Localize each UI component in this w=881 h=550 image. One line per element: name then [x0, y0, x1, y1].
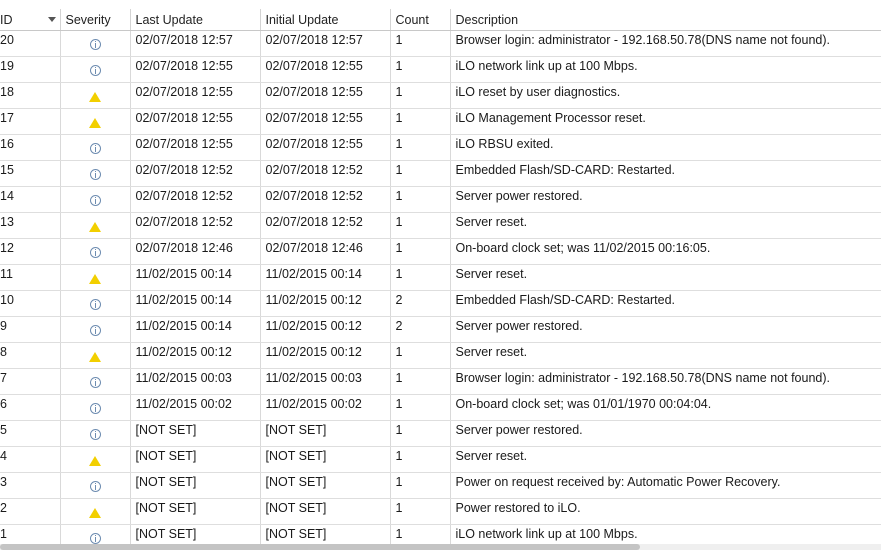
table-row[interactable]	[0, 317, 881, 343]
cell-initial-update: 02/07/2018 12:55	[260, 109, 390, 135]
cell-initial-update: [NOT SET]	[260, 421, 390, 447]
cell-id: 9	[0, 317, 60, 343]
cell-description: Server power restored.	[450, 317, 881, 343]
column-header-severity[interactable]	[60, 9, 130, 31]
cell-severity	[60, 473, 130, 499]
cell-description: iLO Management Processor reset.	[450, 109, 881, 135]
event-log-body	[0, 31, 881, 550]
cell-id: 11	[0, 265, 60, 291]
cell-severity	[60, 135, 130, 161]
column-header-initial-update[interactable]	[260, 9, 390, 31]
cell-last-update: 02/07/2018 12:52	[130, 161, 260, 187]
cell-initial-update: 11/02/2015 00:02	[260, 395, 390, 421]
cell-initial-update: 11/02/2015 00:12	[260, 291, 390, 317]
cell-last-update: 02/07/2018 12:46	[130, 239, 260, 265]
table-row[interactable]	[0, 135, 881, 161]
cell-id: 14	[0, 187, 60, 213]
cell-count: 1	[390, 83, 450, 109]
warning-icon	[89, 274, 101, 284]
column-header-label: Last Update	[135, 12, 203, 27]
info-icon	[90, 377, 101, 388]
cell-initial-update: [NOT SET]	[260, 525, 390, 550]
cell-id: 16	[0, 135, 60, 161]
cell-severity	[60, 187, 130, 213]
table-header-row	[0, 9, 881, 31]
cell-description: Power restored to iLO.	[450, 499, 881, 525]
cell-last-update: 02/07/2018 12:52	[130, 213, 260, 239]
info-icon	[90, 169, 101, 180]
cell-count: 2	[390, 291, 450, 317]
warning-icon	[89, 508, 101, 518]
cell-id: 1	[0, 525, 60, 550]
cell-description: iLO reset by user diagnostics.	[450, 83, 881, 109]
scrollbar-thumb[interactable]	[0, 544, 640, 550]
table-row[interactable]	[0, 447, 881, 473]
cell-description: Server reset.	[450, 265, 881, 291]
cell-last-update: 11/02/2015 00:14	[130, 317, 260, 343]
cell-description: iLO RBSU exited.	[450, 135, 881, 161]
column-header-label: Severity	[65, 12, 111, 27]
cell-count: 1	[390, 239, 450, 265]
warning-icon	[89, 92, 101, 102]
column-header-count[interactable]	[390, 9, 450, 31]
table-row[interactable]	[0, 265, 881, 291]
cell-count: 1	[390, 473, 450, 499]
column-header-id[interactable]	[0, 9, 60, 31]
cell-last-update: 02/07/2018 12:55	[130, 83, 260, 109]
cell-count: 1	[390, 447, 450, 473]
cell-id: 18	[0, 83, 60, 109]
info-icon	[90, 65, 101, 76]
warning-icon	[89, 352, 101, 362]
info-icon	[90, 481, 101, 492]
cell-initial-update: 02/07/2018 12:55	[260, 83, 390, 109]
cell-last-update: 02/07/2018 12:57	[130, 31, 260, 57]
cell-initial-update: 11/02/2015 00:14	[260, 265, 390, 291]
cell-initial-update: [NOT SET]	[260, 499, 390, 525]
table-row[interactable]	[0, 499, 881, 525]
cell-count: 1	[390, 499, 450, 525]
cell-count: 1	[390, 421, 450, 447]
cell-last-update: 11/02/2015 00:02	[130, 395, 260, 421]
cell-id: 13	[0, 213, 60, 239]
cell-last-update: 11/02/2015 00:03	[130, 369, 260, 395]
table-row[interactable]	[0, 343, 881, 369]
info-icon	[90, 143, 101, 154]
warning-icon	[89, 222, 101, 232]
cell-severity	[60, 265, 130, 291]
info-icon	[90, 403, 101, 414]
cell-description: Embedded Flash/SD-CARD: Restarted.	[450, 161, 881, 187]
cell-severity	[60, 31, 130, 57]
cell-id: 3	[0, 473, 60, 499]
column-header-last-update[interactable]	[130, 9, 260, 31]
cell-initial-update: 02/07/2018 12:55	[260, 135, 390, 161]
cell-description: Browser login: administrator - 192.168.50.78(DNS name not found).	[450, 369, 881, 395]
cell-severity	[60, 83, 130, 109]
cell-last-update: [NOT SET]	[130, 525, 260, 550]
table-row[interactable]	[0, 161, 881, 187]
column-header-label: ID	[0, 12, 13, 27]
cell-count: 1	[390, 395, 450, 421]
cell-severity	[60, 343, 130, 369]
cell-last-update: [NOT SET]	[130, 447, 260, 473]
table-row[interactable]	[0, 369, 881, 395]
cell-description: iLO network link up at 100 Mbps.	[450, 525, 881, 550]
cell-initial-update: 11/02/2015 00:03	[260, 369, 390, 395]
cell-count: 1	[390, 343, 450, 369]
cell-severity	[60, 317, 130, 343]
cell-count: 1	[390, 369, 450, 395]
cell-count: 2	[390, 317, 450, 343]
cell-last-update: [NOT SET]	[130, 473, 260, 499]
cell-initial-update: 02/07/2018 12:52	[260, 213, 390, 239]
cell-id: 4	[0, 447, 60, 473]
cell-last-update: 11/02/2015 00:12	[130, 343, 260, 369]
horizontal-scrollbar[interactable]	[0, 544, 881, 550]
cell-last-update: 11/02/2015 00:14	[130, 265, 260, 291]
cell-id: 8	[0, 343, 60, 369]
cell-description: Server power restored.	[450, 421, 881, 447]
cell-count: 1	[390, 525, 450, 550]
cell-id: 5	[0, 421, 60, 447]
cell-count: 1	[390, 135, 450, 161]
info-icon	[90, 39, 101, 50]
warning-icon	[89, 456, 101, 466]
cell-id: 19	[0, 57, 60, 83]
cell-description: Server power restored.	[450, 187, 881, 213]
table-row[interactable]	[0, 395, 881, 421]
info-icon	[90, 429, 101, 440]
column-header-label: Count	[395, 12, 429, 27]
cell-id: 10	[0, 291, 60, 317]
table-row[interactable]	[0, 239, 881, 265]
cell-count: 1	[390, 161, 450, 187]
cell-description: Browser login: administrator - 192.168.50.78(DNS name not found).	[450, 31, 881, 57]
cell-id: 20	[0, 31, 60, 57]
cell-severity	[60, 161, 130, 187]
cell-initial-update: [NOT SET]	[260, 447, 390, 473]
cell-severity	[60, 395, 130, 421]
cell-initial-update: 02/07/2018 12:52	[260, 187, 390, 213]
table-row[interactable]	[0, 213, 881, 239]
cell-severity	[60, 239, 130, 265]
sort-descending-icon[interactable]	[48, 17, 56, 22]
table-row[interactable]	[0, 291, 881, 317]
cell-count: 1	[390, 31, 450, 57]
cell-severity	[60, 421, 130, 447]
info-icon	[90, 533, 101, 544]
cell-count: 1	[390, 57, 450, 83]
table-row[interactable]	[0, 109, 881, 135]
info-icon	[90, 325, 101, 336]
cell-id: 6	[0, 395, 60, 421]
column-header-description[interactable]	[450, 9, 881, 31]
cell-severity	[60, 447, 130, 473]
cell-severity	[60, 499, 130, 525]
cell-count: 1	[390, 265, 450, 291]
cell-last-update: 11/02/2015 00:14	[130, 291, 260, 317]
cell-id: 12	[0, 239, 60, 265]
cell-last-update: 02/07/2018 12:55	[130, 109, 260, 135]
cell-severity	[60, 213, 130, 239]
cell-last-update: 02/07/2018 12:55	[130, 57, 260, 83]
table-row[interactable]	[0, 421, 881, 447]
cell-severity	[60, 369, 130, 395]
cell-last-update: [NOT SET]	[130, 499, 260, 525]
table-row[interactable]	[0, 31, 881, 57]
cell-severity	[60, 57, 130, 83]
cell-initial-update: [NOT SET]	[260, 473, 390, 499]
cell-description: iLO network link up at 100 Mbps.	[450, 57, 881, 83]
cell-severity	[60, 291, 130, 317]
column-header-label: Initial Update	[265, 12, 339, 27]
info-icon	[90, 247, 101, 258]
cell-id: 17	[0, 109, 60, 135]
column-header-label: Description	[455, 12, 519, 27]
warning-icon	[89, 118, 101, 128]
table-row[interactable]	[0, 83, 881, 109]
event-log-table	[0, 9, 881, 550]
cell-initial-update: 02/07/2018 12:57	[260, 31, 390, 57]
cell-last-update: [NOT SET]	[130, 421, 260, 447]
cell-description: Server reset.	[450, 447, 881, 473]
table-row[interactable]	[0, 187, 881, 213]
cell-initial-update: 02/07/2018 12:55	[260, 57, 390, 83]
cell-initial-update: 02/07/2018 12:52	[260, 161, 390, 187]
cell-description: On-board clock set; was 11/02/2015 00:16:05.	[450, 239, 881, 265]
info-icon	[90, 195, 101, 206]
cell-count: 1	[390, 187, 450, 213]
cell-description: On-board clock set; was 01/01/1970 00:04:04.	[450, 395, 881, 421]
table-row[interactable]	[0, 473, 881, 499]
cell-id: 15	[0, 161, 60, 187]
cell-severity	[60, 109, 130, 135]
cell-last-update: 02/07/2018 12:52	[130, 187, 260, 213]
cell-count: 1	[390, 109, 450, 135]
cell-initial-update: 11/02/2015 00:12	[260, 317, 390, 343]
cell-count: 1	[390, 213, 450, 239]
cell-description: Server reset.	[450, 213, 881, 239]
table-row[interactable]	[0, 57, 881, 83]
cell-description: Embedded Flash/SD-CARD: Restarted.	[450, 291, 881, 317]
cell-initial-update: 11/02/2015 00:12	[260, 343, 390, 369]
cell-id: 2	[0, 499, 60, 525]
cell-description: Power on request received by: Automatic Power Recovery.	[450, 473, 881, 499]
cell-id: 7	[0, 369, 60, 395]
cell-last-update: 02/07/2018 12:55	[130, 135, 260, 161]
info-icon	[90, 299, 101, 310]
cell-initial-update: 02/07/2018 12:46	[260, 239, 390, 265]
cell-description: Server reset.	[450, 343, 881, 369]
